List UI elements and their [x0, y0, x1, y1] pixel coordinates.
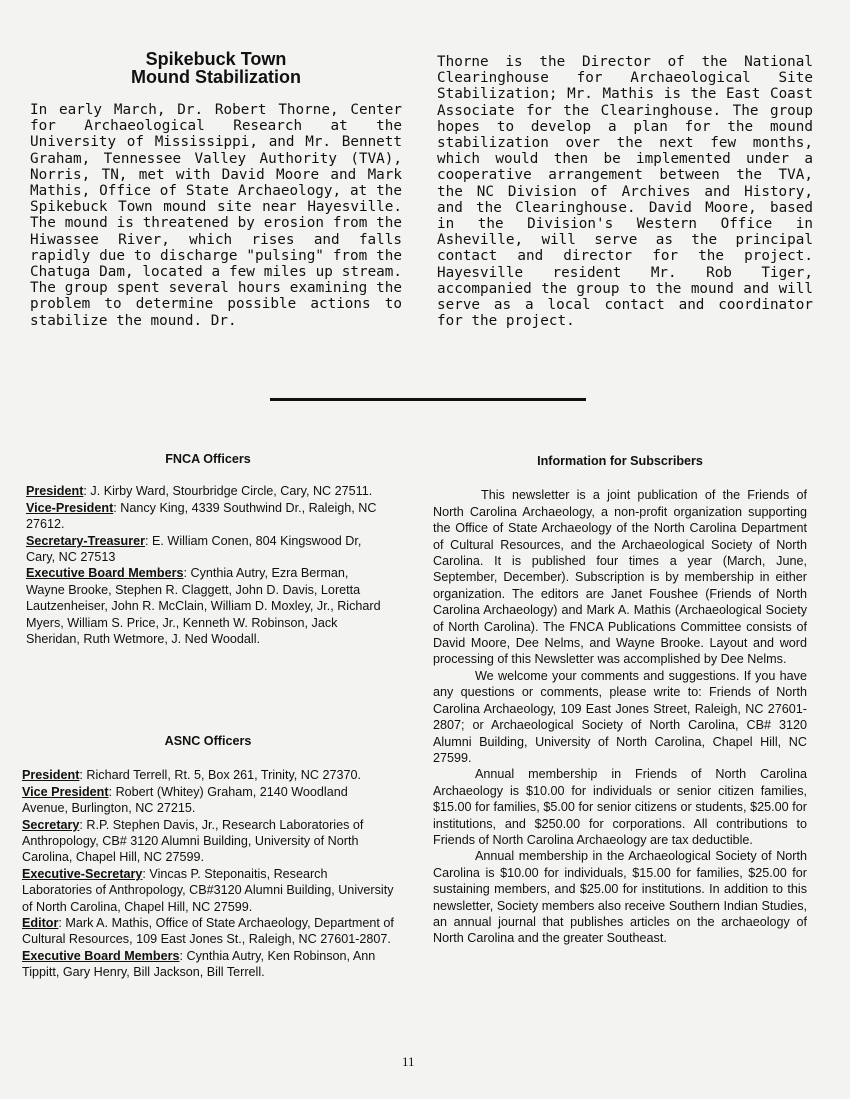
officer-role: Editor: [22, 916, 59, 931]
subscriber-paragraph: This newsletter is a joint publication of the Friends of North Carolina Archaeology, a non-profit organization supporting the Office of State Archaeology of the North Carolina Department of Cultural Resources, and the Archaeological Society of North Carolina. It is published four times a year (March, June, September, December). Subscription is by membership in either organization. The editors are Janet Foushee (Friends of North Carolina Archaeology) and Mark A. Mathis (Archaeological Society of North Carolina). The FNCA Publications Committee consists of David Moore, Dee Nelms, and Wayne Brooke. Layout and word processing of this Newsletter was accomplished by Dee Nelms.: [433, 488, 807, 667]
officer-detail: : Nancy King, 4339 Southwind Dr., Raleigh, NC 27612.: [26, 500, 377, 532]
officer-entry: [22, 817, 394, 866]
asnc-officer-list: [22, 767, 394, 980]
officer-entry: [26, 483, 390, 499]
officer-detail: : J. Kirby Ward, Stourbridge Circle, Cary, NC 27511.: [83, 484, 373, 499]
officer-detail: : Robert (Whitey) Graham, 2140 Woodland Avenue, Burlington, NC 27215.: [22, 784, 348, 816]
officer-detail: : Richard Terrell, Rt. 5, Box 261, Trinity, NC 27370.: [79, 768, 362, 783]
officer-role: Vice President: [22, 784, 109, 799]
officer-entry: [26, 533, 390, 566]
officer-role: Executive Board Members: [22, 948, 180, 963]
article-title-line1: Spikebuck Town: [145, 49, 287, 69]
fnca-officer-list: [26, 483, 390, 647]
article-column-right: [437, 54, 813, 329]
article-body-left: [30, 102, 402, 329]
subscriber-info-section: [433, 453, 807, 947]
officer-detail: : Cynthia Autry, Ezra Berman, Wayne Brooke, Stephen R. Claggett, John D. Davis, Loretta Lautzenheiser, John R. McClain, William D. Moxley, Jr., Richard Myers, William S. Price, Jr., Kenneth W. Robinson, Jack Sheridan, Ruth Wetmore, J. Ned Woodall.: [26, 566, 381, 647]
officer-entry: [22, 767, 394, 783]
officer-entry: [22, 948, 394, 981]
article-paragraph-continued: Thorne is the Director of the National Clearinghouse for Archaeological Site Stabilization; Mr. Mathis is the East Coast Associate for the Clearinghouse. The group hopes to develop a plan for the mound stabilization over the next few months, which would then be implemented under a cooperative arrangement between the TVA, the NC Division of Archives and History, and the Clearinghouse. David Moore, based in the Division's Western Office in Asheville, will serve as the principal contact and director for the project. Hayesville resident Mr. Rob Tiger, accompanied the group to the mound and will serve as a local contact and coordinator for the project.: [437, 54, 813, 330]
subscriber-paragraph: Annual membership in Friends of North Carolina Archaeology is $10.00 for individuals or senior citizen families, $15.00 for families, $5.00 for senior citizens or students, $25.00 for institutions, and $250.00 for corporations. All contributions to Friends of North Carolina Archaeology are tax deductible.: [433, 767, 807, 847]
page-number: 11: [402, 1054, 415, 1069]
article-column-left: [30, 50, 402, 329]
officer-entry: [22, 784, 394, 817]
asnc-officers-section: [22, 733, 394, 981]
officer-detail: : Vincas P. Steponaitis, Research Laboratories of Anthropology, CB#3120 Alumni Building, University of North Carolina, Chapel Hill, NC 27599.: [22, 866, 394, 914]
officer-role: Secretary-Treasurer: [26, 533, 146, 548]
subscriber-info-heading: Information for Subscribers: [537, 454, 703, 468]
officer-entry: [22, 866, 394, 915]
officer-entry: [22, 915, 394, 948]
officer-entry: [26, 565, 390, 647]
officer-role: Secretary: [22, 817, 80, 832]
officer-entry: [26, 500, 390, 533]
officer-role: President: [22, 768, 80, 783]
officer-detail: : Cynthia Autry, Ken Robinson, Ann Tippitt, Gary Henry, Bill Jackson, Bill Terrell.: [22, 948, 376, 980]
subscriber-paragraph: Annual membership in the Archaeological Society of North Carolina is $10.00 for individuals, $15.00 for families, $25.00 for sustaining members, and $25.00 for institutions. In addition to this newsletter, Society members also receive Southern Indian Studies, an annual journal that publishes articles on the archaeology of North Carolina and the greater Southeast.: [433, 849, 807, 946]
section-divider: [270, 398, 586, 401]
fnca-heading: FNCA Officers: [165, 452, 251, 466]
article-title-line2: Mound Stabilization: [131, 67, 301, 87]
officer-detail: : R.P. Stephen Davis, Jr., Research Laboratories of Anthropology, CB# 3120 Alumni Building, University of North Carolina, Chapel Hill, NC 27599.: [22, 817, 364, 865]
fnca-officers-section: [26, 451, 390, 647]
officer-role: President: [26, 484, 84, 499]
officer-role: Vice-President: [26, 500, 114, 515]
officer-role: Executive-Secretary: [22, 866, 143, 881]
officer-detail: : E. William Conen, 804 Kingswood Dr, Cary, NC 27513: [26, 533, 362, 565]
article-title: [30, 50, 402, 86]
officer-detail: : Mark A. Mathis, Office of State Archaeology, Department of Cultural Resources, 109 East Jones St., Raleigh, NC 27601-2807.: [22, 916, 394, 947]
officer-role: Executive Board Members: [26, 566, 184, 581]
subscriber-paragraph: We welcome your comments and suggestions. If you have any questions or comments, please write to: Friends of North Carolina Archaeology, 109 East Jones Street, Raleigh, NC 27601-2807; or Archaeological Society of North Carolina, CB# 3120 Alumni Building, University of North Carolina, Chapel Hill, NC 27599.: [433, 668, 807, 765]
article-paragraph: In early March, Dr. Robert Thorne, Center for Archaeological Research at the University of Mississippi, and Mr. Bennett Graham, Tennessee Valley Authority (TVA), Norris, TN, met with David Moore and Mark Mathis, Office of State Archaeology, at the Spikebuck Town mound site near Hayesville. The mound is threatened by erosion from the Hiwassee River, which rises and falls rapidly due to discharge "pulsing" from the Chatuga Dam, located a few miles up stream. The group spent several hours examining the problem to determine possible actions to stabilize the mound. Dr.: [30, 102, 402, 329]
asnc-heading: ASNC Officers: [164, 734, 252, 748]
